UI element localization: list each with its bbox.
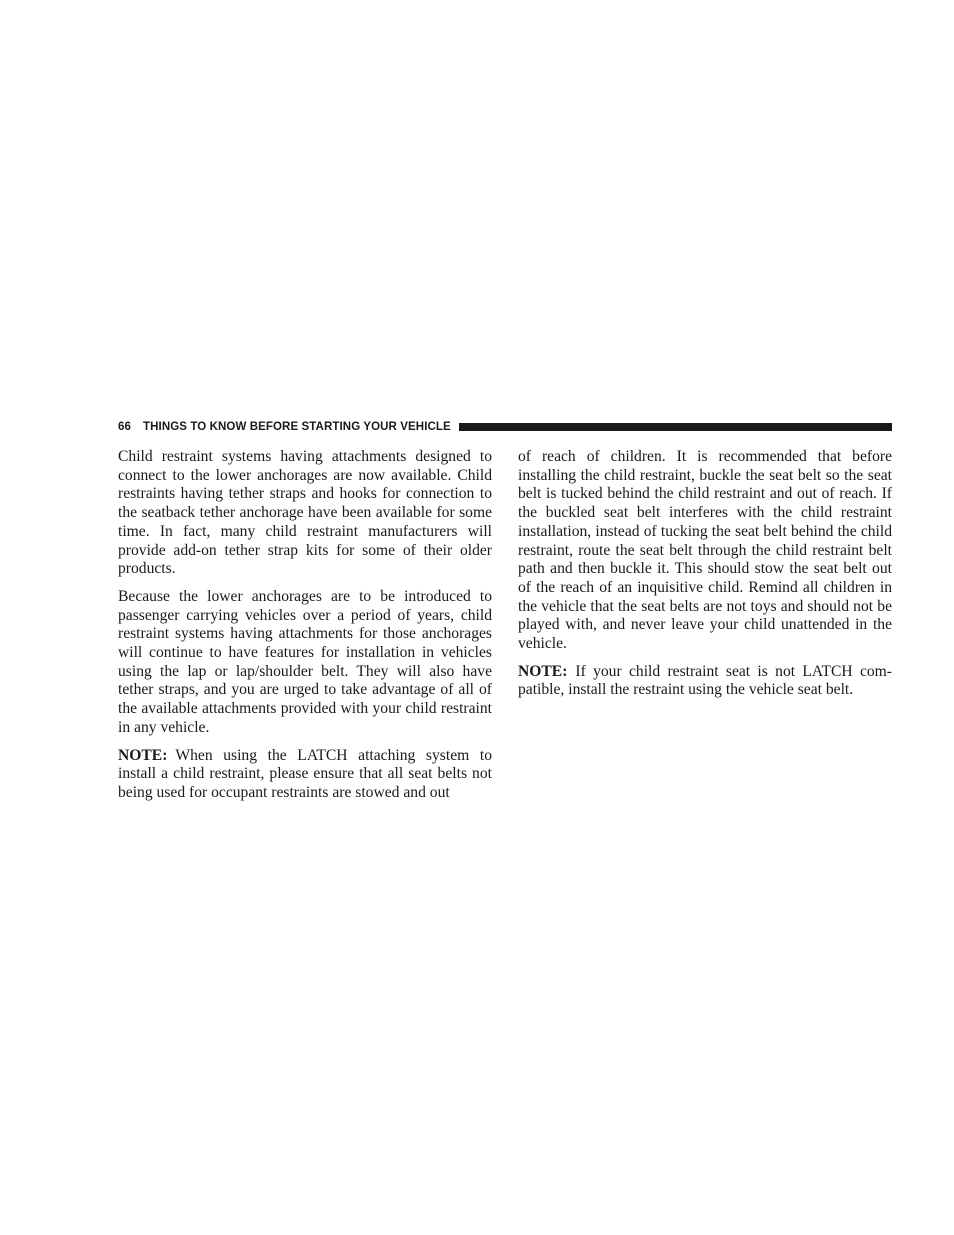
paragraph-lower-anchorages: Because the lower anchorages are to be introduced to passenger carrying vehicles over a period of years, child restraint systems having attachments for those anchorages will continue to have features for installation in vehicles using the lap or lap/shoulder belt. They will also have tether straps, and you are urged to take advantage of all of the available attachments provided with your child restraint in any vehicle.: [118, 587, 492, 736]
page-header: [118, 418, 892, 436]
paragraph-reach-of-children: of reach of children. It is recommended that before installing the child restraint, buckle the seat belt so the seat belt is tucked behind the child restraint and out of reach. If the buckled seat belt interferes with the child restraint installation, instead of tucking the seat belt behind the child restraint, route the seat belt through the child restraint belt path and then buckle it. This should stow the seat belt out of the reach of an inquisitive child. Remind all children in the vehicle that the seat belts are not toys and should not be played with, and never leave your child unattended in the vehicle.: [518, 448, 892, 653]
left-column: [118, 448, 492, 812]
right-column: [518, 448, 892, 709]
note-label: NOTE:: [518, 662, 568, 680]
note-label: NOTE:: [118, 746, 168, 764]
header-rule: [459, 423, 892, 431]
page-number: 66: [118, 421, 131, 433]
note-latch-compatible: [518, 663, 892, 700]
paragraph-child-restraint-systems: Child restraint systems having attachments designed to connect to the lower anchorages are now available. Child restraints having tether straps and hooks for connection to the seatback tether anchorage have been available for some time. In fact, many child restraint manufacturers will provide add-on tether strap kits for some of their older products.: [118, 448, 492, 578]
section-title: THINGS TO KNOW BEFORE STARTING YOUR VEHICLE: [143, 421, 451, 433]
note-text: If your child restraint seat is not LATCH compatible, install the restraint using the vehicle seat belt.: [518, 662, 892, 699]
note-latch-attaching: [118, 747, 492, 803]
note-text: When using the LATCH attaching system to install a child restraint, please ensure that all seat belts not being used for occupant restraints are stowed and out: [118, 746, 492, 801]
